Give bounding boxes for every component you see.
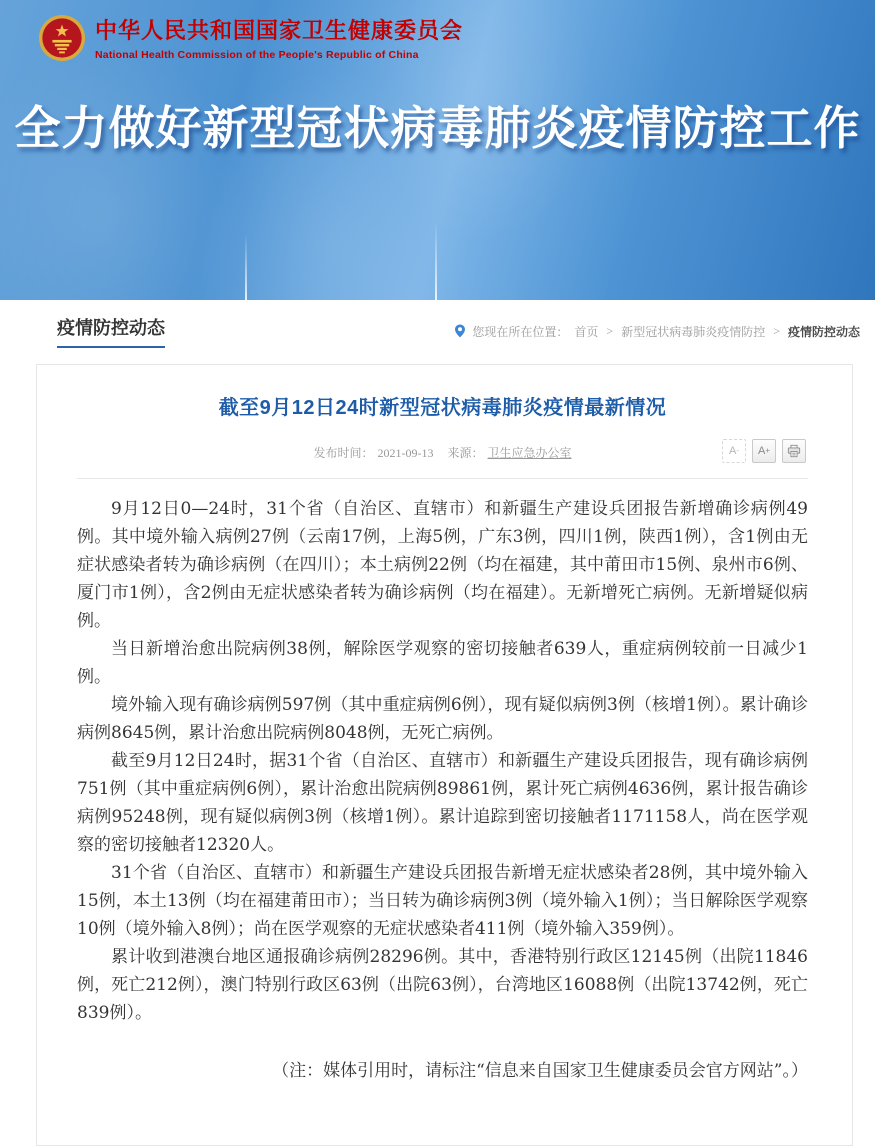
font-increase-button[interactable] [752,439,776,463]
article-meta [77,442,808,464]
font-increase-sign: + [765,446,770,455]
article-paragraph: 31个省（自治区、直辖市）和新疆生产建设兵团报告新增无症状感染者28例，其中境外输入15例，本土13例（均在福建莆田市）；当日转为确诊病例3例（境外输入1例）；当日解除医学观察10例（境外输入8例）；尚在医学观察的无症状感染者411例（境外输入359例）。 [77,863,808,939]
org-name-cn: 中华人民共和国国家卫生健康委员会 [95,18,464,43]
font-increase-label: A [757,445,766,457]
publish-label: 发布时间： [313,446,374,460]
national-emblem-logo [38,14,86,62]
breadcrumb-prefix: 您现在所在位置： [472,324,569,339]
org-name-en: National Health Commission of the People's Republic of China [95,48,419,61]
heartbeat-line-decor [245,234,247,300]
article-body [77,495,808,1027]
breadcrumb-home[interactable]: 首页 [574,324,599,339]
article-paragraph: 当日新增治愈出院病例38例，解除医学观察的密切接触者639人，重症病例较前一日减少1例。 [77,639,808,687]
breadcrumb [454,323,860,340]
section-title-link[interactable]: 疫情防控动态 [57,314,165,348]
breadcrumb-separator: > [773,323,780,338]
heartbeat-line-decor [435,222,437,300]
org-names [95,12,463,61]
breadcrumb-separator: > [606,323,614,338]
publish-date: 2021-09-13 [377,446,434,460]
article-title: 截至9月12日24时新型冠状病毒肺炎疫情最新情况 [218,397,667,419]
banner-slogan: 全力做好新型冠状病毒肺炎疫情防控工作 [14,102,861,154]
breadcrumb-category[interactable]: 新型冠状病毒肺炎疫情防控 [621,324,766,339]
breadcrumb-current: 疫情防控动态 [787,324,860,339]
article-meta-row [77,442,808,479]
site-header [0,0,875,62]
font-decrease-label: A [728,445,737,457]
article-paragraph: 累计收到港澳台地区通报确诊病例28296例。其中，香港特别行政区12145例（出院11846例，死亡212例），澳门特别行政区63例（出院63例），台湾地区16088例（出院13742例，死亡839例）。 [77,947,808,1023]
font-decrease-sign: - [736,446,739,455]
article-toolbar [722,439,806,463]
site-banner [0,0,875,300]
citation-note: （注：媒体引用时，请标注“信息来自国家卫生健康委员会官方网站”。） [272,1061,808,1081]
printer-icon [787,444,801,458]
article-container [36,364,853,1146]
nav-row [0,300,875,358]
article-paragraph: 境外输入现有确诊病例597例（其中重症病例6例），现有疑似病例3例（核增1例）。累计确诊病例8645例，累计治愈出院病例8048例，无死亡病例。 [77,695,808,743]
print-button[interactable] [782,439,806,463]
article-paragraph: 截至9月12日24时，据31个省（自治区、直辖市）和新疆生产建设兵团报告，现有确诊病例751例（其中重症病例6例），累计治愈出院病例89861例，累计死亡病例4636例，累计报告确诊病例95248例，现有疑似病例3例（核增1例）。累计追踪到密切接触者1171158人，尚在医学观察的密切接触者12320人。 [77,751,808,855]
article-paragraph: 9月12日0—24时，31个省（自治区、直辖市）和新疆生产建设兵团报告新增确诊病例49例。其中境外输入病例27例（云南17例，上海5例，广东3例，四川1例，陕西1例），含1例由无症状感染者转为确诊病例（在四川）；本土病例22例（均在福建，其中莆田市15例、泉州市6例、厦门市1例），含2例由无症状感染者转为确诊病例（均在福建）。无新增死亡病例。无新增疑似病例。 [77,499,808,631]
source-label: 来源： [447,446,484,460]
location-pin-icon [454,324,466,338]
source-link[interactable]: 卫生应急办公室 [487,446,572,460]
font-decrease-button[interactable] [722,439,746,463]
